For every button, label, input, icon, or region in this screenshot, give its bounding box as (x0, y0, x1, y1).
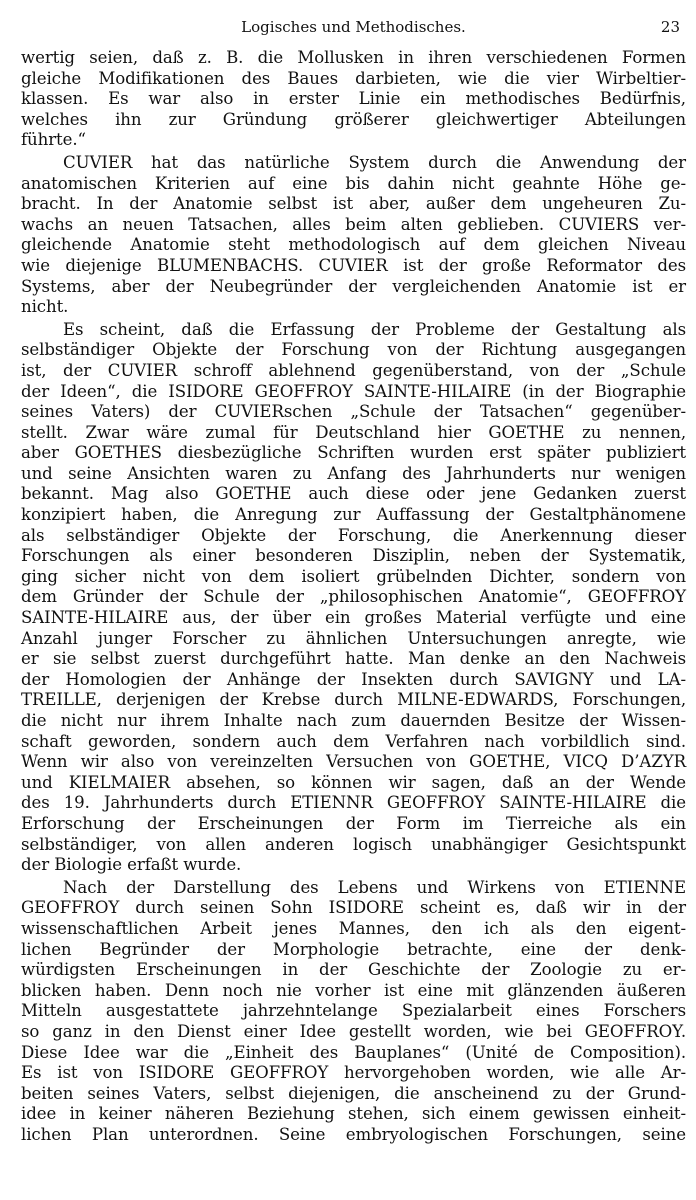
text-line: welches ihn zur Gründung größerer gleichwertiger Abteilungen (21, 109, 686, 129)
text-line: seines Vaters) der CUVIERschen „Schule der Tatsachen“ gegenüber- (21, 402, 686, 422)
text-line: Wenn wir also von vereinzelten Versuchen von GOETHE, VICQ D’AZYR (21, 752, 686, 772)
text-line: lichen Begründer der Morphologie betrachte, eine der denk- (21, 939, 686, 959)
text-line: Forschungen als einer besonderen Disziplin, neben der Systematik, (21, 546, 686, 566)
text-line: idee in keiner näheren Beziehung stehen, sich einem gewissen einheit- (21, 1104, 686, 1124)
text-line: wie diejenige BLUMENBACHS. CUVIER ist der große Reformator des (21, 255, 686, 275)
text-line: Es ist von ISIDORE GEOFFROY hervorgehoben worden, wie alle Ar- (21, 1063, 686, 1083)
page-number: 23 (660, 18, 680, 36)
text-line: des 19. Jahrhunderts durch ETIENNR GEOFFROY SAINTE-HILAIRE die (21, 793, 686, 813)
text-line: der Biologie erfaßt wurde. (21, 855, 242, 875)
text-line: als selbständiger Objekte der Forschung, die Anerkennung dieser (21, 525, 686, 545)
text-line: gleiche Modifikationen des Baues darbieten, wie die vier Wirbeltier- (21, 68, 686, 88)
text-line: der Ideen“, die ISIDORE GEOFFROY SAINTE-HILAIRE (in der Biographie (21, 381, 686, 401)
text-line: so ganz in den Dienst einer Idee gestellt worden, wie bei GEOFFROY. (21, 1021, 686, 1041)
text-line: Anzahl junger Forscher zu ähnlichen Untersuchungen anregte, wie (21, 628, 686, 648)
text-line: CUVIER hat das natürliche System durch die Anwendung der (63, 152, 686, 172)
text-line: konzipiert haben, die Anregung zur Auffassung der Gestaltphänomene (21, 505, 686, 525)
text-line: die nicht nur ihrem Inhalte nach zum dauernden Besitze der Wissen- (21, 711, 686, 730)
running-title: Logisches und Methodisches. (241, 18, 466, 36)
text-line: aber GOETHES diesbezügliche Schriften wurden erst später publiziert (21, 443, 686, 463)
text-line: Diese Idee war die „Einheit des Bauplanes“ (Unité de Composition). (21, 1042, 686, 1062)
running-header (21, 14, 686, 38)
text-line: nicht. (21, 297, 69, 317)
text-line: würdigsten Erscheinungen in der Geschichte der Zoologie zu er- (21, 960, 686, 980)
text-line: blicken haben. Denn noch nie vorher ist eine mit glänzenden äußeren (21, 980, 686, 1000)
text-line: ging sicher nicht von dem isoliert grübelnden Dichter, sondern von (21, 566, 686, 586)
text-line: und KIELMAIER absehen, so können wir sagen, daß an der Wende (21, 772, 686, 792)
text-line: SAINTE-HILAIRE aus, der über ein großes Material verfügte und eine (21, 608, 686, 628)
text-line: ist, der CUVIER schroff ablehnend gegenüberstand, von der „Schule (21, 360, 686, 380)
text-line: selbständiger, von allen anderen logisch unabhängiger Gesichtspunkt (21, 834, 686, 854)
text-line: Nach der Darstellung des Lebens und Wirkens von ETIENNE (63, 877, 686, 897)
text-line: anatomischen Kriterien auf eine bis dahin nicht geahnte Höhe ge- (21, 173, 686, 193)
body-text (21, 48, 686, 1145)
text-line: schaft geworden, sondern auch dem Verfahren nach vorbildlich sind. (21, 731, 686, 751)
text-line: er sie selbst zuerst durchgeführt hatte. Man denke an den Nachweis (21, 649, 686, 669)
text-line: und seine Ansichten waren zu Anfang des Jahrhunderts nur wenigen (21, 463, 686, 483)
text-line: Mitteln ausgestattete jahrzehntelange Spezialarbeit eines Forschers (21, 1001, 686, 1021)
text-line: Systems, aber der Neubegründer der vergleichenden Anatomie ist er (21, 276, 686, 296)
text-line: der Homologien der Anhänge der Insekten durch SAVIGNY und LA- (21, 669, 686, 689)
text-line: beiten seines Vaters, selbst diejenigen, die anscheinend zu der Grund- (21, 1083, 686, 1103)
text-line: bracht. In der Anatomie selbst ist aber, außer dem ungeheuren Zu- (21, 194, 686, 214)
text-line: Erforschung der Erscheinungen der Form im Tierreiche als ein (21, 813, 686, 833)
text-line: wachs an neuen Tatsachen, alles beim alten geblieben. CUVIERS ver- (21, 214, 686, 234)
text-line: wissenschaftlichen Arbeit jenes Mannes, den ich als den eigent- (21, 918, 686, 938)
text-line: TREILLE, derjenigen der Krebse durch MILNE-EDWARDS, Forschungen, (21, 690, 686, 710)
text-line: stellt. Zwar wäre zumal für Deutschland hier GOETHE zu nennen, (21, 422, 686, 442)
text-line: dem Gründer der Schule der „philosophischen Anatomie“, GEOFFROY (21, 587, 686, 607)
text-line: klassen. Es war also in erster Linie ein methodisches Bedürfnis, (21, 89, 686, 109)
text-line: bekannt. Mag also GOETHE auch diese oder jene Gedanken zuerst (21, 484, 686, 504)
text-line: Es scheint, daß die Erfassung der Probleme der Gestaltung als (63, 319, 686, 339)
text-line: wertig seien, daß z. B. die Mollusken in ihren verschiedenen Formen (21, 48, 686, 67)
text-line: lichen Plan unterordnen. Seine embryologischen Forschungen, seine (21, 1124, 686, 1144)
text-line: GEOFFROY durch seinen Sohn ISIDORE scheint es, daß wir in der (21, 898, 686, 918)
text-line: führte.“ (21, 130, 86, 150)
text-line: selbständiger Objekte der Forschung von der Richtung ausgegangen (21, 340, 686, 360)
text-line: gleichende Anatomie steht methodologisch auf dem gleichen Niveau (21, 235, 686, 255)
